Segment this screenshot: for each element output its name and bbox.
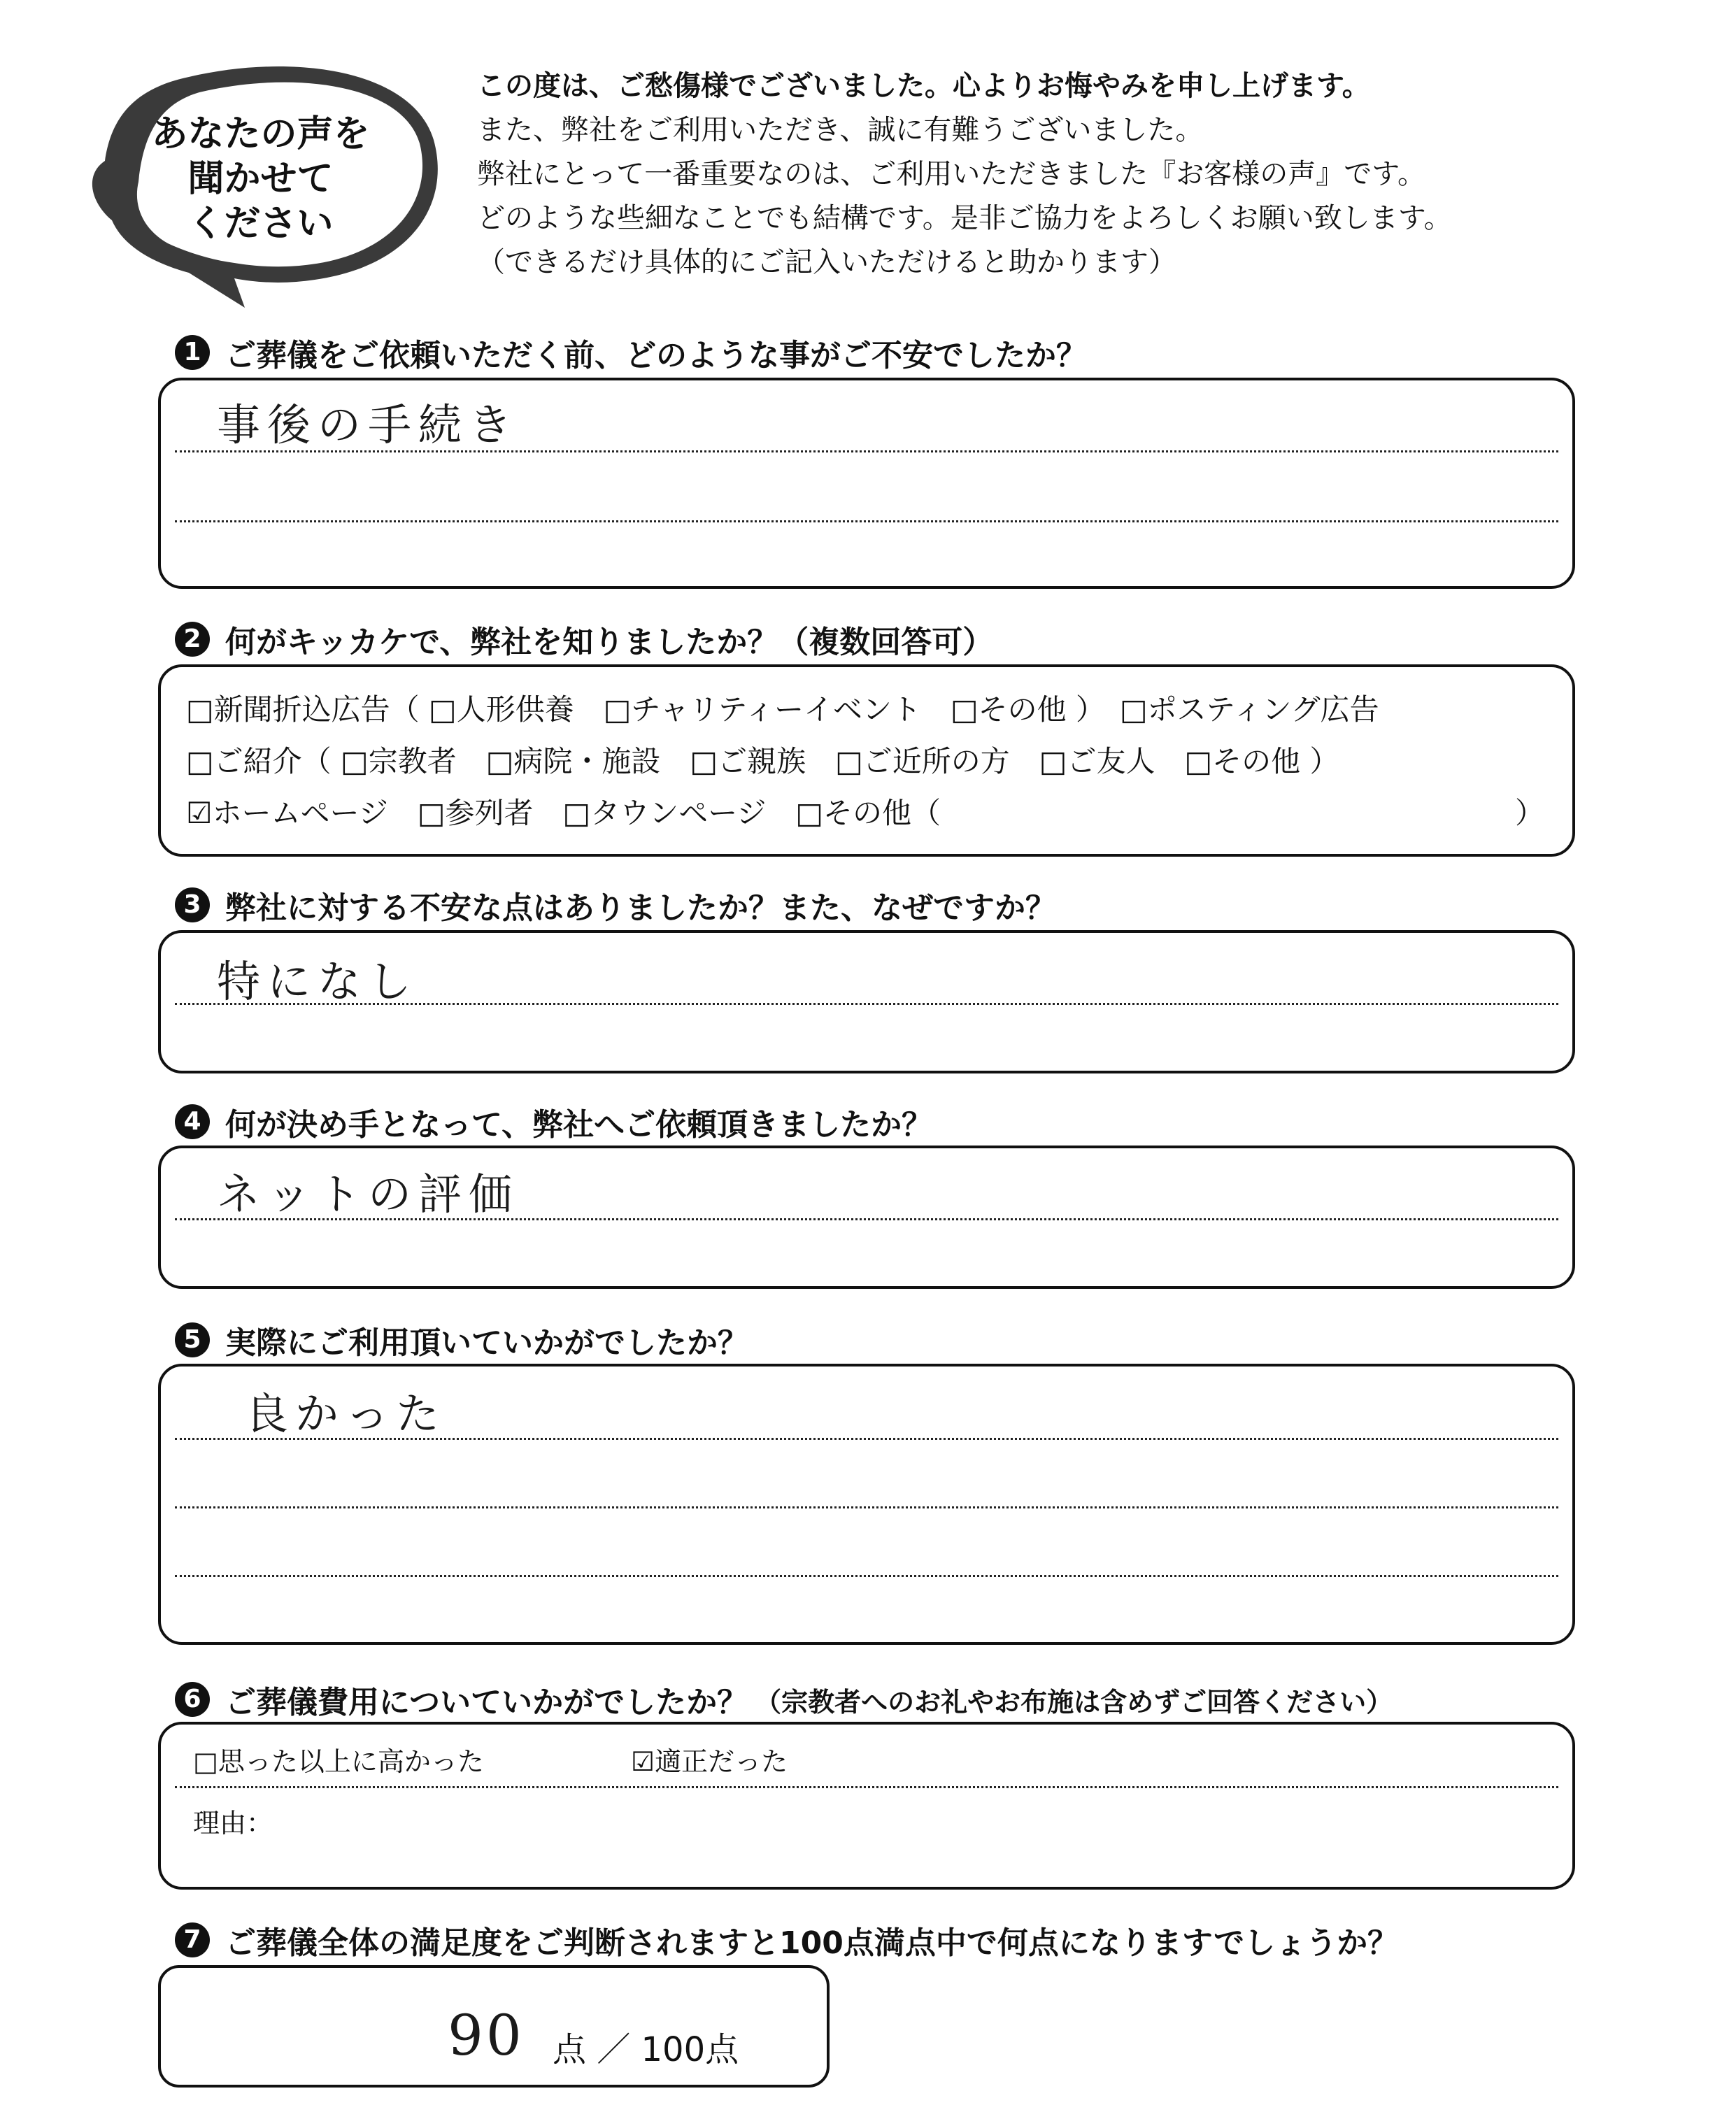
options-box-2	[158, 664, 1575, 857]
question-text: ご葬儀全体の満足度をご判断されますと100点満点中で何点になりますでしょうか？	[225, 1925, 1399, 1961]
question-number: 6	[175, 1682, 210, 1717]
question-number: 2	[175, 622, 210, 657]
intro-line: 弊社にとって一番重要なのは、ご利用いただきました『お客様の声』です。	[477, 158, 1425, 190]
answer-box-4[interactable]	[158, 1146, 1575, 1289]
question-number: 1	[175, 335, 210, 370]
bubble-caption	[122, 112, 399, 246]
ruled-line	[175, 1786, 1558, 1788]
ruled-line	[175, 1218, 1558, 1220]
bubble-line: あなたの声を	[151, 113, 370, 155]
intro-line: この度は、ご愁傷様でございました。心よりお悔やみを申し上げます。	[477, 70, 1370, 102]
question-number: 3	[175, 887, 210, 922]
intro-line: また、弊社をご利用いただき、誠に有難うございました。	[477, 114, 1204, 146]
option-label: □参列者 □タウンページ □その他（	[417, 796, 941, 830]
answer-box-1[interactable]	[158, 378, 1575, 589]
answer-box-3[interactable]	[158, 930, 1575, 1073]
intro-text	[477, 64, 1452, 285]
question-2-heading	[175, 617, 993, 662]
intro-line: どのような些細なことでも結構です。是非ご協力をよろしくお願い致します。	[477, 202, 1452, 234]
question-text: 何が決め手となって、弊社へご依頼頂きましたか？	[225, 1107, 933, 1143]
question-7-heading	[175, 1918, 1398, 1962]
handwritten-answer: ネットの評価	[217, 1169, 520, 1220]
question-text: ご葬儀をご依頼いただく前、どのような事がご不安でしたか？	[225, 338, 1087, 373]
reason-label: 理由：	[193, 1808, 273, 1839]
intro-line: （できるだけ具体的にご記入いただけると助かります）	[477, 246, 1176, 278]
option-row[interactable]: □新聞折込広告（ □人形供養 □チャリティーイベント □その他 ） □ポスティング広告	[186, 692, 1379, 727]
handwritten-score: 90	[448, 2003, 525, 2068]
question-4-heading	[175, 1099, 932, 1144]
option-close-paren: ）	[1515, 796, 1545, 830]
question-6-heading	[175, 1677, 1393, 1722]
answer-box-6	[158, 1722, 1575, 1890]
score-box[interactable]	[158, 1965, 830, 2088]
score-suffix: 点 ／ 100点	[553, 2030, 739, 2069]
question-text: ご葬儀費用についていかがでしたか？	[225, 1685, 748, 1720]
question-subtext: （宗教者へのお礼やお布施は含めずご回答ください）	[755, 1686, 1393, 1718]
question-number: 4	[175, 1104, 210, 1139]
question-text: 弊社に対する不安な点はありましたか？また、なぜですか？	[225, 890, 1056, 926]
option-row[interactable]	[186, 790, 941, 832]
ruled-line	[175, 1003, 1558, 1005]
option-row[interactable]: □ご紹介（ □宗教者 □病院・施設 □ご親族 □ご近所の方 □ご友人 □その他 ）	[186, 744, 1339, 778]
ruled-line	[175, 1506, 1558, 1508]
question-1-heading	[175, 330, 1087, 375]
ruled-line	[175, 1575, 1558, 1577]
option-label: 適正だった	[655, 1746, 788, 1777]
handwritten-answer: 事後の手続き	[217, 399, 520, 450]
checked-checkbox-icon[interactable]: ☑	[631, 1746, 655, 1777]
ruled-line	[175, 450, 1558, 452]
bubble-line: 聞かせて	[187, 158, 334, 200]
checked-checkbox-icon[interactable]: ☑	[186, 796, 213, 830]
question-number: 5	[175, 1322, 210, 1357]
handwritten-answer: 特になし	[217, 956, 419, 1007]
ruled-line	[175, 520, 1558, 522]
question-5-heading	[175, 1318, 748, 1362]
option-label: ホームページ	[212, 796, 388, 830]
option-too-expensive[interactable]: □思った以上に高かった	[193, 1746, 484, 1777]
question-text: 実際にご利用頂いていかがでしたか？	[225, 1325, 748, 1361]
handwritten-answer: 良かった	[245, 1388, 447, 1439]
ruled-line	[175, 1438, 1558, 1440]
option-appropriate[interactable]	[631, 1740, 788, 1778]
answer-box-5[interactable]	[158, 1364, 1575, 1645]
bubble-line: ください	[187, 203, 334, 245]
question-3-heading	[175, 883, 1056, 927]
question-number: 7	[175, 1922, 210, 1957]
question-text: 何がキッカケで、弊社を知りましたか？（複数回答可）	[225, 625, 994, 660]
